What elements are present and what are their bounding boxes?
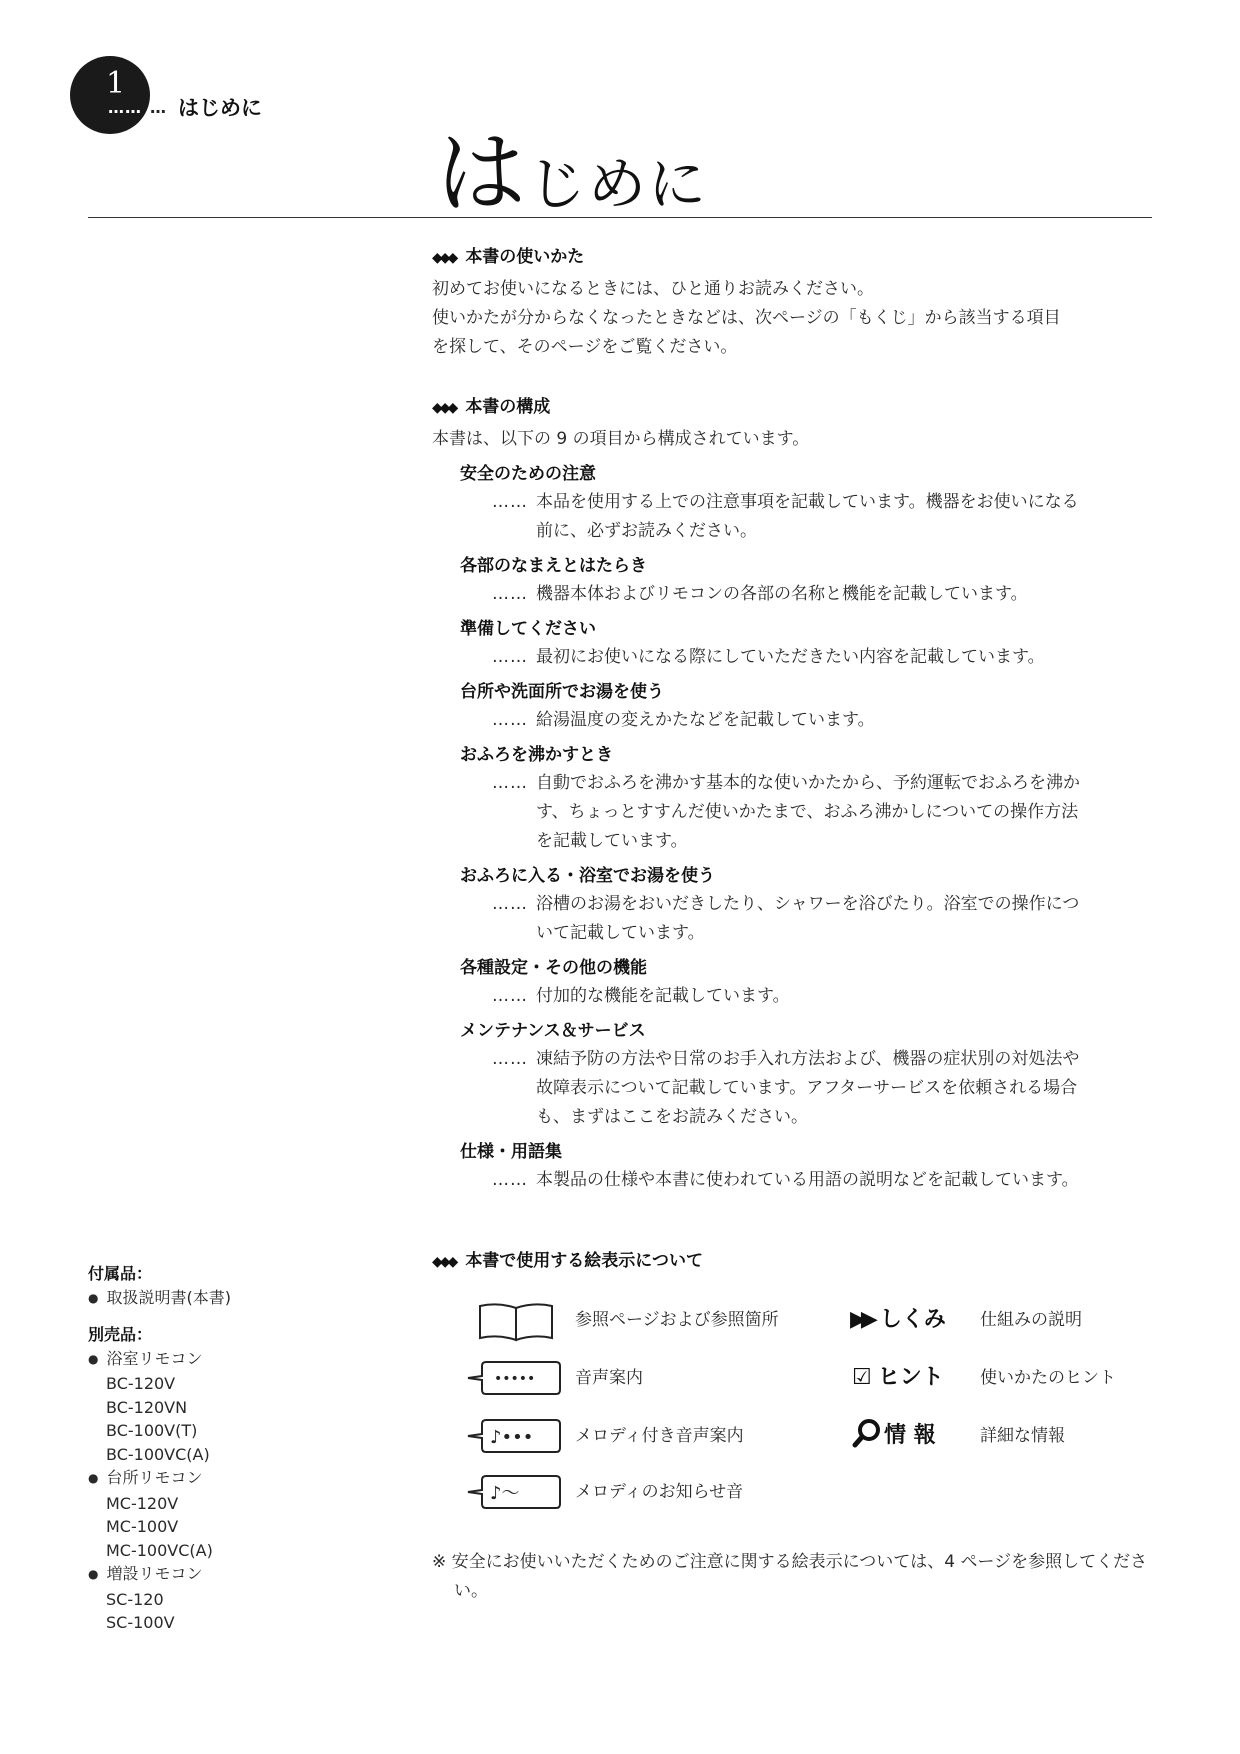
- structure-item-title: おふろに入る・浴室でお湯を使う: [460, 866, 715, 886]
- sidebar-accessories: [88, 1262, 308, 1635]
- icon-label-book: 参照ページおよび参照箇所: [575, 1310, 779, 1330]
- diamond-icon: ◆◆◆: [432, 1254, 456, 1270]
- structure-item-desc: …… 自動でおふろを沸かす基本的な使いかたから、予約運転でおふろを沸か: [492, 773, 1080, 793]
- structure-item-title: 台所や洗面所でお湯を使う: [460, 682, 664, 702]
- accessory-item: ● 取扱説明書(本書): [88, 1286, 308, 1312]
- structure-item-desc: …… 給湯温度の変えかたなどを記載しています。: [492, 710, 875, 730]
- model-number: MC-100V: [106, 1517, 179, 1536]
- structure-item-title: 安全のための注意: [460, 464, 596, 484]
- icon-label-melody-notify: メロディのお知らせ音: [575, 1482, 744, 1502]
- diamond-icon: ◆◆◆: [432, 250, 456, 266]
- structure-item-desc: 故障表示について記載しています。アフターサービスを依頼される場合: [536, 1078, 1078, 1098]
- icon-label-melody-voice: メロディ付き音声案内: [575, 1426, 744, 1446]
- chapter-dots-tail: …: [150, 98, 166, 117]
- structure-item-desc: …… 最初にお使いになる際にしていただきたい内容を記載しています。: [492, 647, 1045, 667]
- model-number: SC-120: [106, 1589, 164, 1609]
- voice-guide-icon: [464, 1356, 564, 1400]
- accessories-heading: 付属品：: [88, 1264, 153, 1283]
- structure-item-desc: …… 機器本体およびリモコンの各部の名称と機能を記載しています。: [492, 584, 1028, 604]
- model-number: BC-120V: [106, 1374, 176, 1393]
- structure-item-desc: …… 本製品の仕様や本書に使われている用語の説明などを記載しています。: [492, 1170, 1079, 1190]
- chapter-number: 1: [106, 66, 126, 101]
- info-mark: 情 報: [852, 1414, 936, 1458]
- model-number: SC-100V: [106, 1613, 175, 1632]
- melody-voice-icon: [464, 1414, 564, 1458]
- structure-intro: 本書は、以下の 9 の項目から構成されています。: [432, 429, 810, 449]
- book-icon: [472, 1298, 572, 1342]
- model-number: BC-100VC(A): [106, 1444, 210, 1464]
- model-number: BC-120VN: [106, 1397, 188, 1417]
- icon-label-mechanism: 仕組みの説明: [980, 1310, 1082, 1330]
- optional-group: ● 浴室リモコン: [88, 1347, 308, 1373]
- chapter-dots: ……: [108, 98, 142, 117]
- footnote: ※ 安全にお使いいただくためのご注意に関する絵表示については、4 ページを参照してください。: [432, 1552, 1148, 1601]
- voice-dots: •••••: [494, 1371, 536, 1387]
- structure-item-desc: いて記載しています。: [536, 923, 705, 943]
- structure-item-desc: 前に、必ずお読みください。: [536, 521, 757, 541]
- optional-heading: 別売品：: [88, 1325, 153, 1344]
- structure-item-desc: …… 浴槽のお湯をおいだきしたり、シャワーを浴びたり。浴室での操作につ: [492, 894, 1080, 914]
- hint-mark: ☑ ヒント: [852, 1365, 944, 1390]
- icon-label-info: 詳細な情報: [980, 1426, 1065, 1446]
- optional-group: ● 増設リモコン: [88, 1562, 308, 1588]
- model-number: BC-100V(T): [106, 1421, 198, 1440]
- section-heading-icons: ◆◆◆ 本書で使用する絵表示について: [432, 1251, 703, 1271]
- usage-line: を探して、そのページをご覧ください。: [432, 337, 738, 357]
- chapter-label: はじめに: [178, 96, 262, 120]
- icon-label-voice: 音声案内: [575, 1368, 643, 1388]
- structure-item-desc: を記載しています。: [536, 831, 688, 851]
- section-heading-structure: ◆◆◆ 本書の構成: [432, 397, 551, 417]
- structure-item-desc: …… 付加的な機能を記載しています。: [492, 986, 790, 1006]
- melody-notify-icon: [464, 1470, 564, 1514]
- optional-group: ● 台所リモコン: [88, 1466, 308, 1492]
- structure-item-title: 準備してください: [460, 619, 596, 639]
- diamond-icon: ◆◆◆: [432, 400, 456, 416]
- structure-item-desc: す、ちょっとすすんだ使いかたまで、おふろ沸かしについての操作方法: [536, 802, 1079, 822]
- page-title-rest: じめに: [528, 150, 709, 218]
- model-number: MC-100VC(A): [106, 1540, 213, 1560]
- structure-item-title: 各種設定・その他の機能: [460, 958, 647, 978]
- play-arrows-icon: ▶▶: [850, 1307, 872, 1332]
- main-content: [432, 244, 1152, 1195]
- checkbox-icon: ☑: [852, 1365, 872, 1390]
- structure-item-desc: も、まずはここをお読みください。: [536, 1107, 808, 1127]
- structure-item-title: 各部のなまえとはたらき: [460, 556, 647, 576]
- optional-list: [88, 1347, 308, 1635]
- model-number: MC-120V: [106, 1493, 179, 1513]
- magnifier-icon: [852, 1418, 882, 1448]
- structure-list: [432, 460, 1152, 1195]
- usage-line: 使いかたが分からなくなったときなどは、次ページの「もくじ」から該当する項目: [432, 308, 1061, 328]
- melody-dots: ♪•••: [490, 1427, 534, 1448]
- structure-item-desc: …… 本品を使用する上での注意事項を記載しています。機器をお使いになる: [492, 492, 1079, 512]
- structure-item-title: メンテナンス＆サービス: [460, 1021, 646, 1041]
- structure-item-title: おふろを沸かすとき: [460, 745, 613, 765]
- icon-legend: [460, 1298, 1160, 1548]
- structure-item-desc: …… 凍結予防の方法や日常のお手入れ方法および、機器の症状別の対処法や: [492, 1049, 1080, 1069]
- structure-item-title: 仕様・用語集: [460, 1142, 562, 1162]
- icon-label-hint: 使いかたのヒント: [980, 1368, 1116, 1388]
- section-heading-usage: ◆◆◆ 本書の使いかた: [432, 247, 585, 267]
- title-divider: [88, 217, 1152, 218]
- melody-wave: ♪〜: [490, 1483, 520, 1504]
- page-title-first: は: [436, 121, 528, 226]
- usage-line: 初めてお使いになるときには、ひと通りお読みください。: [432, 279, 874, 299]
- mechanism-mark: ▶▶ しくみ: [850, 1307, 946, 1332]
